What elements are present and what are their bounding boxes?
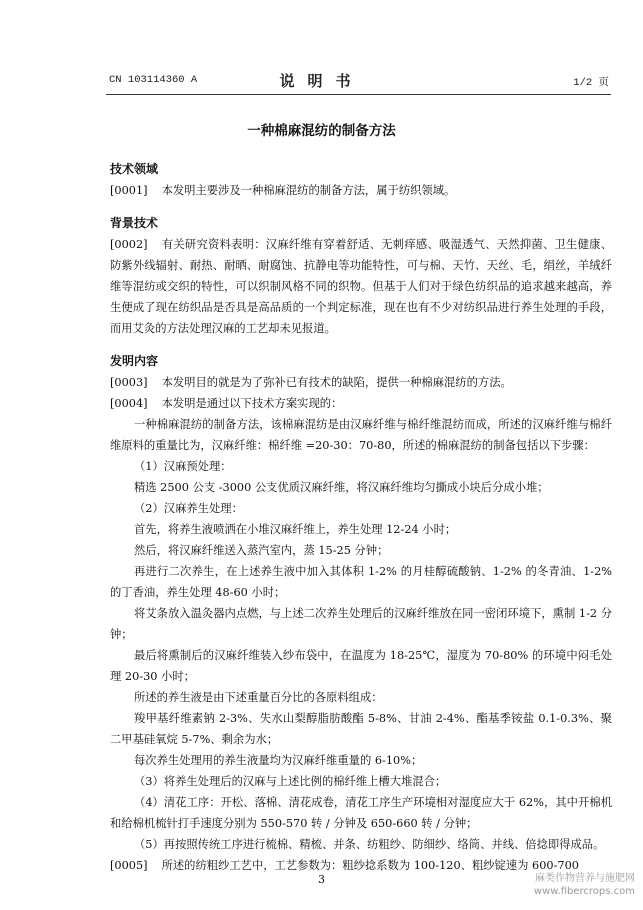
step2-title: （2）汉麻养生处理： [134,502,243,515]
patent-number: CN 103114360 A [109,74,198,86]
paragraph-number: [0004] [110,397,148,410]
doc-type-header: 说明书 [279,72,364,90]
heading-invention: 发明内容 [110,354,159,368]
step3: （3）将养生处理后的汉麻与上述比例的棉纤维上槽大堆混合； [134,775,447,788]
step2-b: 然后，将汉麻纤维送入蒸汽室内，蒸 15-25 分钟； [134,544,389,557]
heading-background: 背景技术 [110,216,159,230]
page-number: 3 [318,873,325,886]
watermark-line2: www.fibercrops.com [533,886,635,897]
heading-tech-field: 技术领域 [110,162,159,176]
document-body [110,159,612,876]
paragraph-number: [0001] [110,184,148,197]
liquid-intro: 所述的养生液是由下述重量百分比的各原料组成： [134,691,383,704]
liquid-composition: 羧甲基纤维素钠 2-3%、失水山梨醇脂肪酸酯 5-8%、甘油 2-4%、酯基季铵盐 0.1-0.3%、聚二甲基硅氧烷 5-7%、剩余为水； [110,712,612,746]
watermark-line1: 麻类作物营养与施肥网 [535,873,635,884]
paragraph-number: [0002] [110,238,148,251]
paragraph-number: [0005] [110,859,148,872]
paragraph-text: 有关研究资料表明：汉麻纤维有穿着舒适、无刺痒感、吸湿透气、天然抑菌、卫生健康、防紫外线辐射、耐热、耐晒、耐腐蚀、抗静电等功能特性，可与棉、天竹、天丝、毛，绢丝，羊绒纤维等混纺或交织的特性，可以织制风格不同的织物。但基于人们对于绿色纺织品的追求越来越高，养生便成了现在纺织品是否具是高品质的一个判定标准，现在也有不少对纺织品进行养生处理的手段，而用艾灸的方法处理汉麻的工艺却未见报道。 [110,238,612,335]
paragraph-number: [0003] [110,376,148,389]
paragraph-0002 [110,234,612,339]
step2-a: 首先，将养生液喷洒在小堆汉麻纤维上，养生处理 12-24 小时； [134,523,457,536]
header-rule [106,94,611,95]
paragraph-text: 本发明是通过以下技术方案实现的： [161,397,343,410]
liquid-usage: 每次养生处理用的养生液量均为汉麻纤维重量的 6-10%； [134,754,423,767]
paragraph-0001 [110,180,612,201]
watermark [534,872,635,898]
step1-title: （1）汉麻预处理： [134,460,232,473]
paragraph-text: 本发明目的就是为了弥补已有技术的缺陷，提供一种棉麻混纺的方法。 [161,376,512,389]
step1-text: 精选 2500 公支 -3000 公支优质汉麻纤维，将汉麻纤维均匀撕成小块后分成小堆； [134,481,549,494]
page-fraction: 1/2 页 [573,77,609,89]
paragraph-0003 [110,372,612,393]
step2-d: 将艾条放入温灸器内点燃，与上述二次养生处理后的汉麻纤维放在同一密闭环境下，熏制 1-2 分钟； [110,607,612,641]
step4: （4）清花工序：开松、落棉、清花成卷，清花工序生产环境相对湿度应大于 62%，其中开棉机和给棉机梳针打手速度分别为 550-570 转 / 分钟及 650-660 转 / 分钟； [110,796,612,830]
paragraph-text: 所述的纺粗纱工艺中，工艺参数为：粗纱捻系数为 100-120、粗纱锭速为 600-700 [161,859,579,872]
step5: （5）再按照传统工序进行梳棉、精梳、并条、纺粗纱、防细纱、络筒、并线、倍捻即得成品。 [134,838,605,851]
step2-e: 最后将熏制后的汉麻纤维装入纱布袋中，在温度为 18-25℃，湿度为 70-80% 的环境中闷毛处理 20-30 小时； [110,649,612,683]
document-title: 一种棉麻混纺的制备方法 [247,123,396,139]
method-intro: 一种棉麻混纺的制备方法，该棉麻混纺是由汉麻纤维与棉纤维混纺而成，所述的汉麻纤维与棉纤维原料的重量比为，汉麻纤维：棉纤维 =20-30：70-80，所述的棉麻混纺的制备包括以下步骤： [110,418,612,452]
step2-c: 再进行二次养生，在上述养生液中加入其体积 1-2% 的月桂醇硫酸钠、1-2% 的冬青油、1-2% 的丁香油，养生处理 48-60 小时； [110,565,612,599]
paragraph-0004 [110,393,612,414]
paragraph-text: 本发明主要涉及一种棉麻混纺的制备方法，属于纺织领域。 [161,184,456,197]
